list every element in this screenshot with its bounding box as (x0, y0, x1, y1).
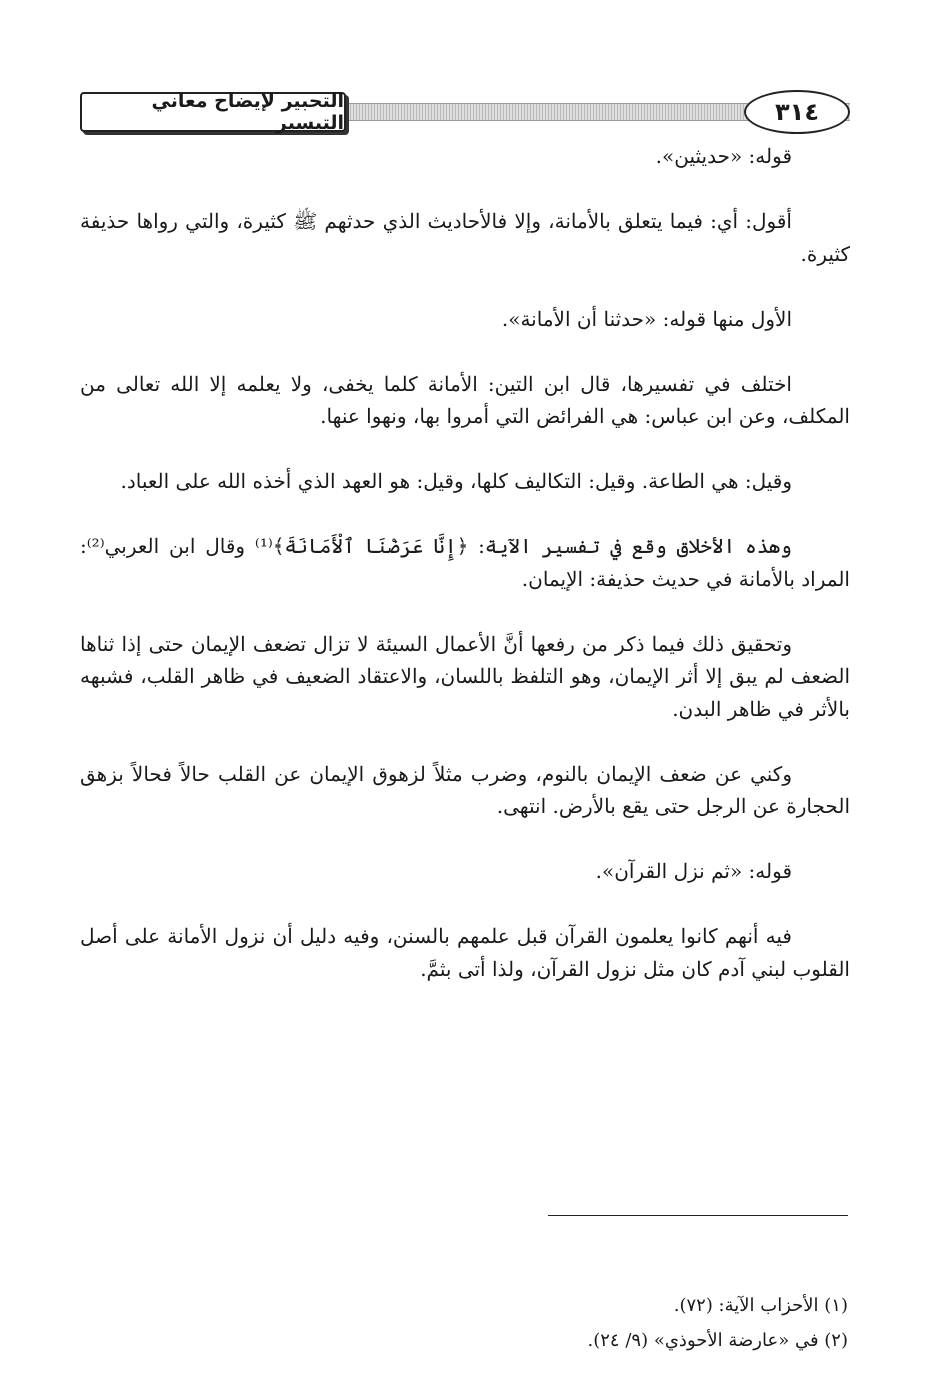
paragraph-8: وكني عن ضعف الإيمان بالنوم، وضرب مثلاً لزهوق الإيمان عن القلب حالاً فحالاً بزهق الحجارة عن الرجل حتى يقع بالأرض. انتهى. (80, 761, 850, 818)
footnote-1: (١) الأحزاب الآية: (٧٢). (673, 1295, 848, 1316)
footnote-2: (٢) في «عارضة الأحوذي» (٩/ ٢٤). (587, 1330, 848, 1351)
paragraph-5: وقيل: هي الطاعة. وقيل: التكاليف كلها، وقيل: هو العهد الذي أخذه الله على العباد. (120, 469, 792, 493)
running-header (80, 88, 850, 134)
paragraph-1: قوله: «حديثين». (655, 144, 792, 168)
book-title: التحبير لإيضاح معاني التيسير (80, 92, 346, 132)
page-number: ٣١٤ (744, 90, 850, 134)
footnotes (80, 1288, 848, 1358)
paragraph-4: اختلف في تفسيرها، قال ابن التين: الأمانة كلما يخفى، ولا يعلمه إلا الله تعالى من المكلف، وعن ابن عباس: هي الفرائض التي أمروا بها، ونهوا عنها. (80, 371, 850, 428)
footnote-separator (548, 1215, 848, 1216)
paragraph-2: أقول: أي: فيما يتعلق بالأمانة، وإلا فالأحاديث الذي حدثهم ﷺ كثيرة، والتي رواها حذيفة كثيرة. (80, 209, 850, 266)
paragraph-9: قوله: «ثم نزل القرآن». (595, 859, 792, 883)
paragraph-3: الأول منها قوله: «حدثنا أن الأمانة». (501, 306, 792, 331)
paragraph-10: فيه أنهم كانوا يعلمون القرآن قبل علمهم بالسنن، وفيه دليل أن نزول الأمانة على أصل القلوب لبني آدم كان مثل نزول القرآن، ولذا أتى بثمَّ. (80, 924, 850, 981)
paragraph-7: وتحقيق ذلك فيما ذكر من رفعها أنَّ الأعمال السيئة لا تزال تضعف الإيمان حتى إذا ثناها الضعف لم يبق إلا أثر الإيمان، وهو التلفظ باللسان، والاعتقاد الضعيف في ظاهر القلب، فشبهه بالأثر في ظاهر البدن. (80, 631, 850, 721)
page-body (80, 140, 850, 985)
paragraph-6: وهذه الأخلاق وقع في تفسير الآية: ﴿إِنَّا عَرَضْنَا ٱلْأَمَانَةَ﴾⁽¹⁾ وقال ابن العربي⁽²⁾: المراد بالأمانة في حديث حذيفة: الإيمان. (80, 534, 850, 591)
